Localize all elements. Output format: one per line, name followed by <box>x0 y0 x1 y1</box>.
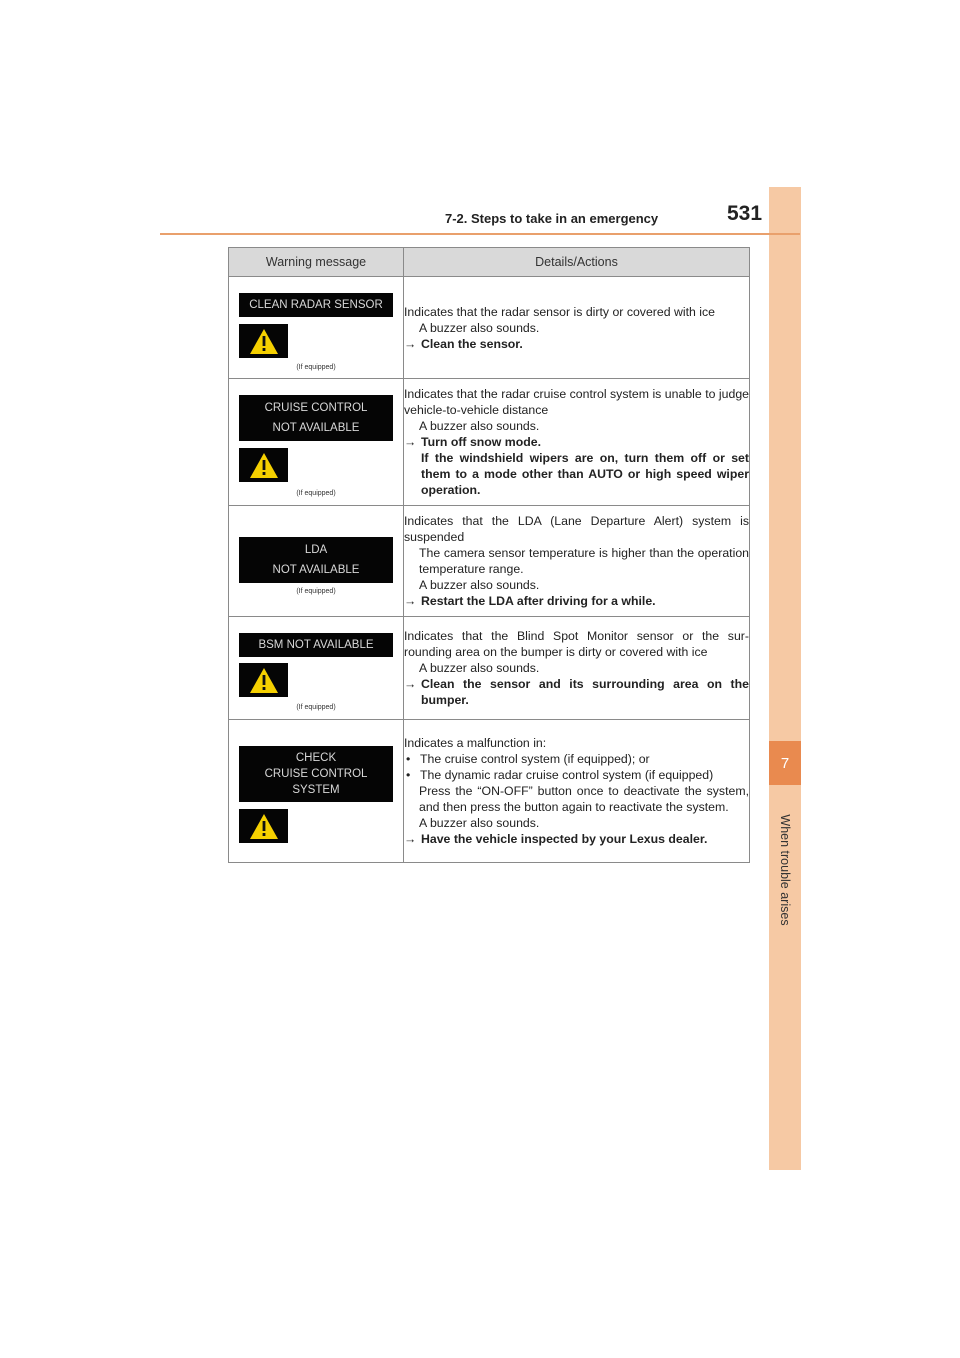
action: → Clean the sensor and its surrounding area on the bumper. <box>404 677 749 707</box>
if-equipped-note: (If equipped) <box>296 588 336 595</box>
section-title: 7-2. Steps to take in an emergency <box>445 211 659 226</box>
warning-triangle-icon <box>239 663 288 697</box>
column-header-details-actions: Details/Actions <box>404 248 750 277</box>
header-rule <box>160 233 800 235</box>
if-equipped-note: (If equipped) <box>296 704 336 711</box>
chapter-side-tab <box>769 187 801 1170</box>
if-equipped-note: (If equipped) <box>296 490 336 497</box>
message-image-cell <box>229 379 404 506</box>
warning-triangle-icon <box>239 809 288 843</box>
arrow-icon: → <box>404 677 417 691</box>
table-row <box>229 617 750 720</box>
action: → Restart the LDA after driving for a while. <box>404 594 656 608</box>
detail-text: A buzzer also sounds. <box>419 419 540 433</box>
table-row <box>229 506 750 617</box>
message-image-cell <box>229 506 404 617</box>
description: Indicates that the radar sensor is dirty or covered with ice <box>404 304 715 319</box>
warning-triangle-icon <box>239 448 288 482</box>
message-image-cell <box>229 277 404 379</box>
details-cell <box>404 506 750 617</box>
display-message: LDA NOT AVAILABLE <box>239 537 393 583</box>
detail-text: A buzzer also sounds. <box>419 661 540 675</box>
bullet-icon: • <box>406 768 411 782</box>
page-number: 531 <box>727 202 763 225</box>
action: → Turn off snow mode. If the windshield wipers are on, turn them off or set them to a mode other than AUTO or high speed wiper operation. <box>404 435 749 497</box>
arrow-icon: → <box>404 832 417 846</box>
display-message: CHECK CRUISE CONTROL SYSTEM <box>239 746 393 802</box>
detail-text: Press the “ON-OFF” button once to deactivate the system, and then press the button again to reactivate the system. <box>419 784 749 814</box>
arrow-icon: → <box>404 435 417 449</box>
arrow-icon: → <box>404 336 417 351</box>
description: Indicates that the radar cruise control system is unable to judge vehicle-to-vehicle distance <box>404 387 749 417</box>
chapter-title: When trouble arises <box>778 814 792 926</box>
detail-text: A buzzer also sounds. <box>419 816 540 830</box>
details-cell <box>404 617 750 720</box>
bullet-item: • The dynamic radar cruise control system (if equipped) <box>406 768 714 782</box>
details-cell <box>404 720 750 863</box>
arrow-icon: → <box>404 594 417 608</box>
table-row <box>229 720 750 863</box>
detail-text: A buzzer also sounds. <box>419 320 540 335</box>
detail-text: The camera sensor temperature is higher than the operation temperature range. <box>419 546 749 576</box>
details-cell <box>404 277 750 379</box>
description: Indicates that the Blind Spot Monitor sensor or the sur-rounding area on the bumper is dirty or covered with ice <box>404 629 749 659</box>
display-message: CRUISE CONTROL NOT AVAILABLE <box>239 395 393 441</box>
message-image-cell <box>229 617 404 720</box>
message-image-cell <box>229 720 404 863</box>
column-header-warning-message: Warning message <box>229 248 404 277</box>
display-message: BSM NOT AVAILABLE <box>239 633 393 657</box>
warning-triangle-icon <box>239 324 288 358</box>
table-header-row <box>229 248 750 277</box>
description: Indicates a malfunction in: <box>404 736 547 750</box>
display-message: CLEAN RADAR SENSOR <box>239 293 393 317</box>
action: → Clean the sensor. <box>404 336 523 351</box>
description: Indicates that the LDA (Lane Departure Alert) system is suspended <box>404 514 749 544</box>
warning-message-table <box>228 247 750 863</box>
table-row <box>229 379 750 506</box>
bullet-icon: • <box>406 752 411 766</box>
action: → Have the vehicle inspected by your Lexus dealer. <box>404 832 708 846</box>
chapter-number: 7 <box>769 741 801 785</box>
detail-text: A buzzer also sounds. <box>419 578 540 592</box>
details-cell <box>404 379 750 506</box>
bullet-item: • The cruise control system (if equipped); or <box>406 752 650 766</box>
table-row <box>229 277 750 379</box>
if-equipped-note: (If equipped) <box>296 364 336 371</box>
